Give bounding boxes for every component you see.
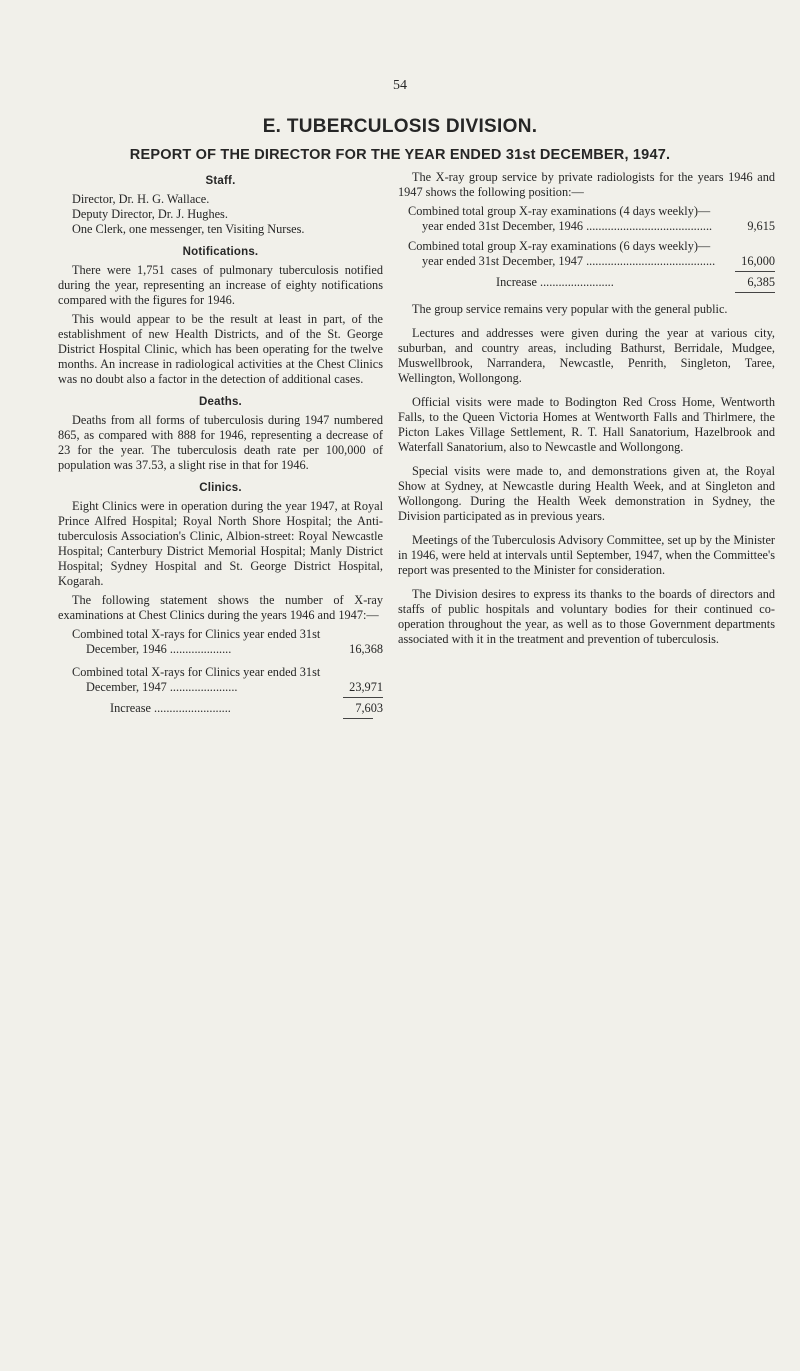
clinic-xray-1946-row [58, 627, 383, 657]
thanks-paragraph: The Division desires to express its thanks to the boards of directors and staffs of public hospitals and voluntary bodies for their continued co-operation throughout the year, as well as to those Government departments associated with it in the treatment and prevention of tuberculosis. [398, 587, 775, 646]
group-service-paragraph: The group service remains very popular with the general public. [412, 302, 728, 316]
report-title: REPORT OF THE DIRECTOR FOR THE YEAR ENDED 31st DECEMBER, 1947. [129, 147, 671, 163]
sum-rule [735, 271, 775, 272]
left-column [58, 170, 383, 721]
lectures-paragraph: Lectures and addresses were given during the year at various city, suburban, and country areas, including Bathurst, Berridale, Mudgee, Muswellbrook, Narrandera, Newcastle, Penrith, Singleton, Taree, Wellington, Wollongong. [398, 326, 775, 385]
group-xray-intro: The X-ray group service by private radiologists for the years 1946 and 1947 shows the following position:— [398, 170, 775, 199]
group-xray-1946-row [398, 204, 775, 234]
group-xray-1946-value: 9,615 [747, 219, 775, 233]
clinic-xray-1947-value: 23,971 [349, 680, 383, 694]
right-column [398, 170, 775, 651]
clinic-increase-label: Increase ......................... [110, 701, 231, 715]
deaths-paragraph: Deaths from all forms of tuberculosis during 1947 numbered 865, as compared with 888 for 1946, representing a decrease of 23 for the year. The tuberculosis death rate per 100,000 of population was 37.53, a slight rise in that for 1946. [58, 413, 383, 472]
notifications-heading: Notifications. [182, 246, 259, 258]
staff-line-deputy: Deputy Director, Dr. J. Hughes. [72, 207, 228, 221]
clinic-increase-row [58, 701, 383, 716]
notifications-paragraph-2: This would appear to be the result at least in part, of the establishment of new Health Districts, and of the St. George District Hospital Clinic, which has been operating for the twelve months. An increase in radiological activities at the Chest Clinics was no doubt also a factor in the detection of additional cases. [58, 312, 383, 386]
clinics-paragraph-2: The following statement shows the number of X-ray examinations at Chest Clinics during the years 1946 and 1947:— [58, 593, 383, 622]
deaths-heading: Deaths. [199, 396, 242, 408]
page-number: 54 [393, 78, 407, 93]
staff-line-director: Director, Dr. H. G. Wallace. [72, 192, 210, 206]
clinic-increase-value: 7,603 [355, 701, 383, 715]
special-visits-paragraph: Special visits were made to, and demonstrations given at, the Royal Show at Sydney, at Newcastle during Health Week, and at Singleton and Wollongong. During the Health Week demonstration in Sydney, the Division participated as in previous years. [398, 464, 775, 523]
group-xray-1947-row [398, 239, 775, 269]
sum-rule [343, 697, 383, 698]
group-xray-1947-label: Combined total group X-ray examinations (6 days weekly)—year ended 31st December, 1947 .......................................... [408, 239, 716, 268]
division-title: E. TUBERCULOSIS DIVISION. [262, 116, 538, 137]
clinics-paragraph-1: Eight Clinics were in operation during the year 1947, at Royal Prince Alfred Hospital; Royal North Shore Hospital; the Anti-tuberculosis Association's Clinic, Albion-street: Royal Newcastle Hospital; Canterbury District Memorial Hospital; Manly District Hospital; Sydney Hospital and St. George District Hospital, Kogarah. [58, 499, 383, 588]
group-increase-row [398, 275, 775, 290]
official-visits-paragraph: Official visits were made to Bodington Red Cross Home, Wentworth Falls, to the Queen Victoria Homes at Wentworth Falls and Thirlmere, the Picton Lakes Village Settlement, R. T. Hall Sanatorium, Hazelbrook and Waterfall Sanatorium, also to Newcastle and Wollongong. [398, 395, 775, 454]
group-xray-1946-label: Combined total group X-ray examinations (4 days weekly)—year ended 31st December, 1946 ......................................... [408, 204, 713, 233]
staff-line-clerks: One Clerk, one messenger, ten Visiting Nurses. [72, 222, 305, 236]
group-increase-value: 6,385 [747, 275, 775, 289]
clinics-heading: Clinics. [199, 482, 242, 494]
group-increase-label: Increase ........................ [496, 275, 614, 289]
group-xray-1947-value: 16,000 [741, 254, 775, 268]
clinic-xray-1946-label: Combined total X-rays for Clinics year ended 31st December, 1946 .................... [72, 627, 321, 656]
total-rule [343, 718, 373, 719]
clinic-xray-1946-value: 16,368 [349, 642, 383, 656]
clinic-xray-1947-row [58, 665, 383, 695]
clinic-xray-1947-label: Combined total X-rays for Clinics year ended 31st December, 1947 ...................... [72, 665, 321, 694]
notifications-paragraph-1: There were 1,751 cases of pulmonary tuberculosis notified during the year, representing an increase of eighty notifications compared with the figures for 1946. [58, 263, 383, 307]
staff-heading: Staff. [205, 175, 236, 187]
total-rule [735, 292, 775, 293]
advisory-committee-paragraph: Meetings of the Tuberculosis Advisory Committee, set up by the Minister in 1946, were held at intervals until September, 1947, when the Committee's report was presented to the Minister for consideration. [398, 533, 775, 577]
